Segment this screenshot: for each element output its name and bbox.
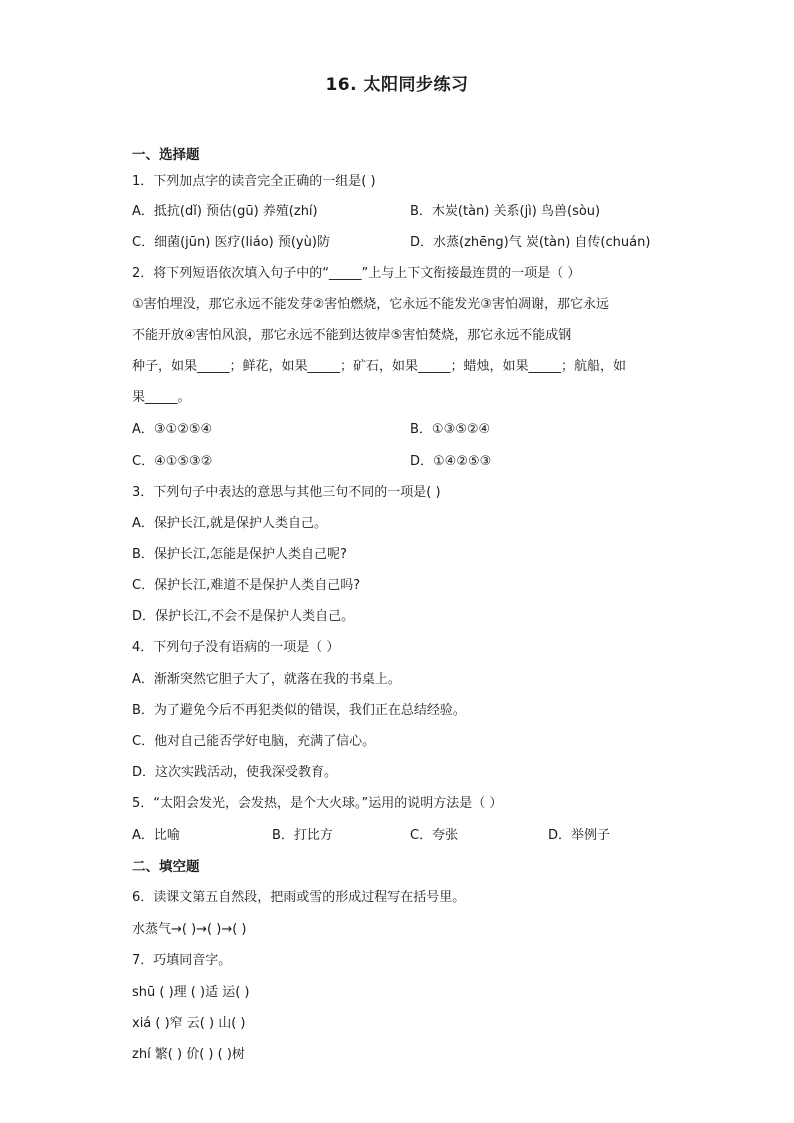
question-3-option-b: B．保护长江,怎能是保护人类自己呢? (132, 547, 347, 562)
question-1-option-d: D．水蒸(zhēng)气 炭(tàn) 自传(chuán) (410, 235, 651, 250)
question-2-phrases-line-1: ①害怕埋没，那它永远不能发芽②害怕燃烧，它永远不能发光③害怕凋谢，那它永远 (132, 297, 609, 312)
question-7-line-xia: xiá ( )窄 云( ) 山( ) (132, 1016, 246, 1031)
question-5-option-a: A．比喻 (132, 828, 180, 843)
question-4-option-c: C．他对自己能否学好电脑，充满了信心。 (132, 734, 376, 749)
question-5-option-d: D．举例子 (548, 828, 611, 843)
question-1-option-c: C．细菌(jūn) 医疗(liáo) 预(yù)防 (132, 235, 330, 250)
section-heading-fill: 二、填空题 (132, 859, 200, 875)
question-7-line-zhi: zhí 繁( ) 价( ) ( )树 (132, 1047, 245, 1062)
question-2-option-c: C．④①⑤③② (132, 454, 213, 469)
question-1-option-b: B．木炭(tàn) 关系(jì) 鸟兽(sòu) (410, 204, 601, 219)
question-2-option-a: A．③①②⑤④ (132, 422, 213, 437)
question-2-option-d: D．①④②⑤③ (410, 454, 492, 469)
question-5-stem: 5．“太阳会发光，会发热，是个大火球。”运用的说明方法是（ ） (132, 796, 503, 811)
question-2-option-b: B．①③⑤②④ (410, 422, 491, 437)
question-4-option-d: D．这次实践活动，使我深受教育。 (132, 765, 338, 780)
question-4-stem: 4．下列句子没有语病的一项是（ ） (132, 640, 340, 655)
question-6-answer-line: 水蒸气→( )→( )→( ) (132, 922, 247, 937)
question-3-option-c: C．保护长江,难道不是保护人类自己吗? (132, 578, 361, 593)
question-2-sentence-line-2: 果_____。 (132, 390, 191, 405)
question-5-option-b: B．打比方 (272, 828, 333, 843)
question-1-option-a: A．抵抗(dǐ) 预估(gū) 养殖(zhí) (132, 204, 318, 219)
question-7-line-shu: shū ( )理 ( )适 运( ) (132, 985, 250, 1000)
question-3-option-d: D．保护长江,不会不是保护人类自己。 (132, 609, 355, 624)
question-2-stem: 2．将下列短语依次填入句子中的“_____”上与上下文衔接最连贯的一项是（ ） (132, 266, 581, 281)
question-3-stem: 3．下列句子中表达的意思与其他三句不同的一项是( ) (132, 485, 441, 500)
page-title: 16. 太阳同步练习 (325, 75, 469, 95)
question-4-option-a: A．渐渐突然它胆子大了，就落在我的书桌上。 (132, 672, 401, 687)
question-2-sentence-line-1: 种子，如果_____；鲜花，如果_____；矿石，如果_____；蜡烛，如果_____；航船，如 (132, 359, 627, 374)
question-5-option-c: C．夸张 (410, 828, 459, 843)
section-heading-choice: 一、选择题 (132, 147, 200, 163)
question-4-option-b: B．为了避免今后不再犯类似的错误，我们正在总结经验。 (132, 703, 466, 718)
question-6-stem: 6．读课文第五自然段，把雨或雪的形成过程写在括号里。 (132, 890, 466, 905)
question-1-stem: 1．下列加点字的读音完全正确的一组是( ) (132, 174, 376, 189)
question-2-phrases-line-2: 不能开放④害怕风浪，那它永远不能到达彼岸⑤害怕焚烧，那它永远不能成钢 (132, 328, 572, 343)
question-7-stem: 7．巧填同音字。 (132, 953, 232, 968)
question-3-option-a: A．保护长江,就是保护人类自己。 (132, 516, 328, 531)
